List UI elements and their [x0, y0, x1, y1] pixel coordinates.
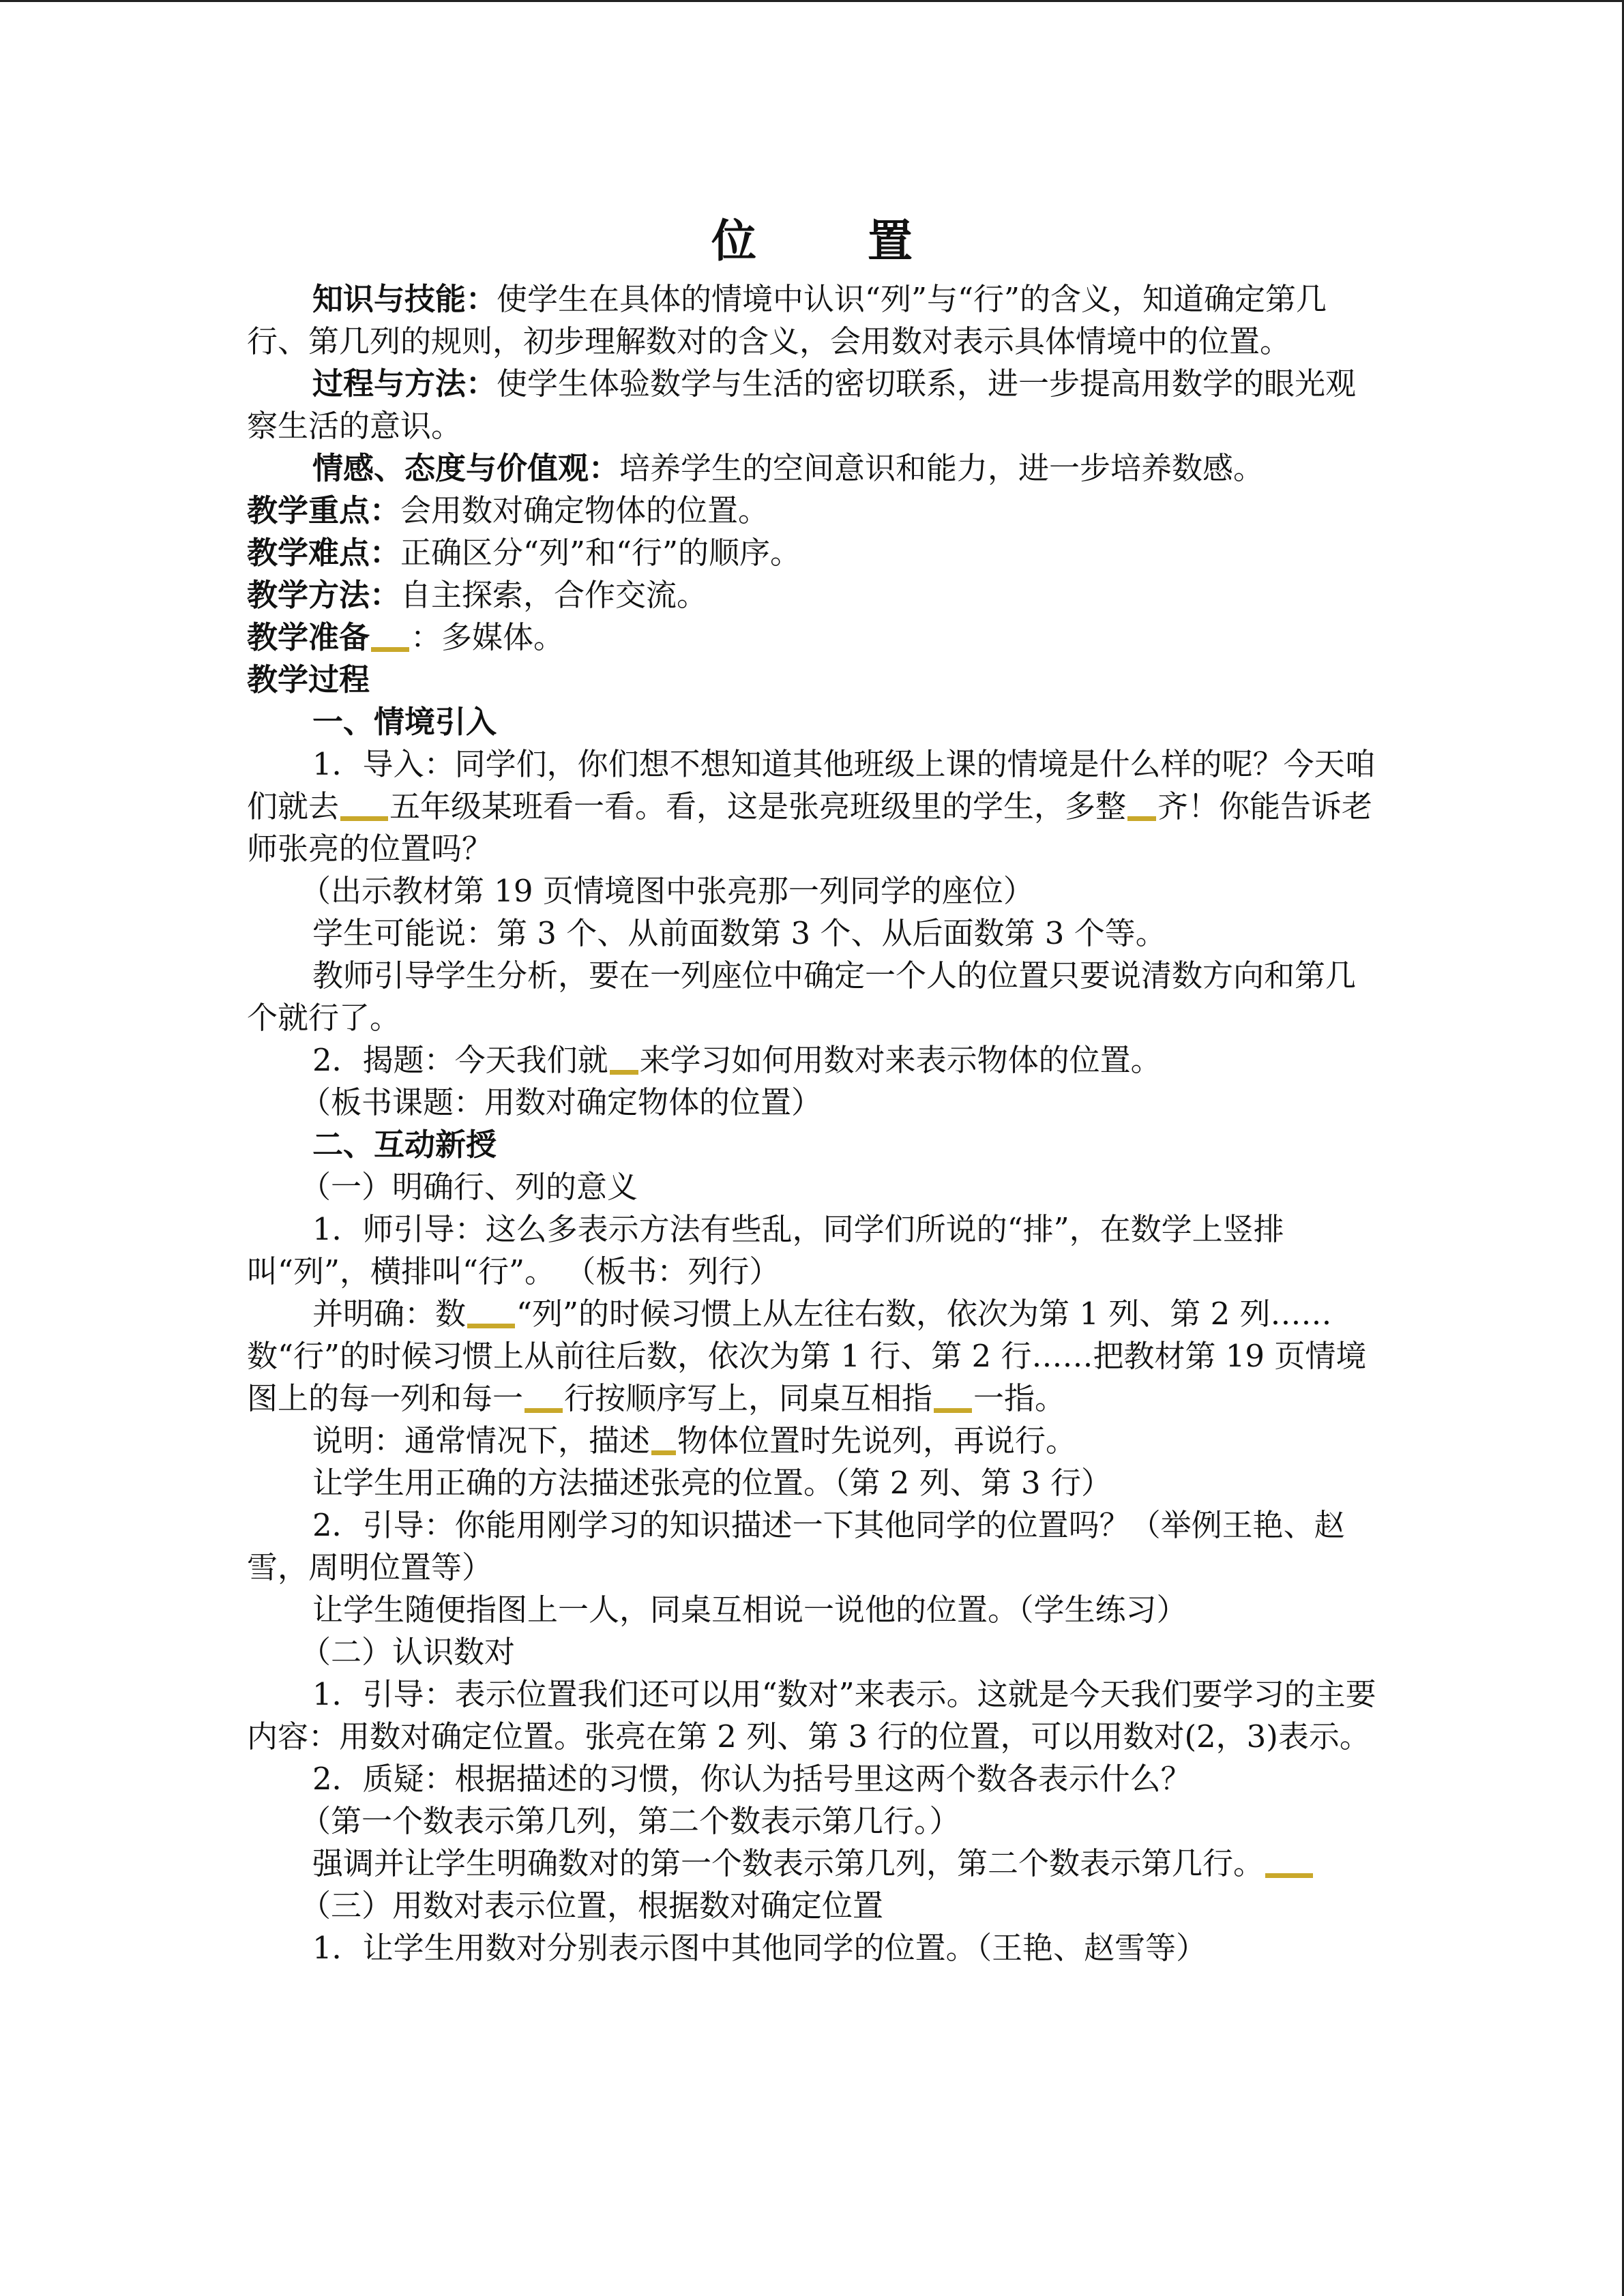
- section-2-explain: [247, 1420, 1379, 1462]
- section-2-clarify: [247, 1293, 1379, 1420]
- goal-process-label: 过程与方法：: [312, 366, 497, 402]
- teaching-difficulty-text: 正确区分“列”和“行”的顺序。: [400, 535, 801, 571]
- teaching-prep-label: 教学准备: [247, 619, 370, 655]
- section-1-heading: 一、情境引入: [312, 704, 497, 740]
- goal-knowledge-label: 知识与技能：: [312, 281, 497, 317]
- section-2-explain-b: 物体位置时先说列，再说行。: [677, 1422, 1077, 1459]
- section-2-sub-3: （三）用数对表示位置，根据数对确定位置: [300, 1888, 884, 1924]
- section-2-guide-2: 2．引导：你能用刚学习的知识描述一下其他同学的位置吗？（举例王艳、赵雪，周明位置等）: [247, 1507, 1345, 1585]
- section-2-explain-a: 说明：通常情况下，描述: [312, 1422, 651, 1459]
- teaching-method-text: 自主探索，合作交流。: [400, 577, 708, 613]
- teaching-difficulty-label: 教学难点：: [247, 535, 401, 571]
- section-2-number-pair-intro: 1．引导：表示位置我们还可以用“数对”来表示。这就是今天我们要学习的主要内容：用数对确定位置。张亮在第 2 列、第 3 行的位置，可以用数对(2，3)表示。: [247, 1676, 1376, 1755]
- section-2-clarify-c: 行按顺序写上，同桌互相指: [564, 1380, 933, 1416]
- goal-emotion: [247, 447, 1379, 490]
- teaching-preparation: [247, 616, 1379, 659]
- section-1-intro: [247, 743, 1379, 870]
- section-2-sub-1: （一）明确行、列的意义: [300, 1169, 638, 1205]
- section-2-emphasis-text: 强调并让学生明确数对的第一个数表示第几列，第二个数表示第几行。: [312, 1845, 1265, 1881]
- goal-emotion-text: 培养学生的空间意识和能力，进一步培养数感。: [619, 450, 1265, 486]
- section-1-topic: [247, 1039, 1379, 1082]
- teaching-difficulty: [247, 532, 1379, 574]
- highlight-mark: [371, 647, 409, 652]
- highlight-mark: [1265, 1873, 1313, 1878]
- teaching-method: [247, 574, 1379, 616]
- section-1-intro-b: 五年级某班看一看。看，这是张亮班级里的学生，多整: [389, 788, 1127, 824]
- section-1-teacher-guide: 教师引导学生分析，要在一列座位中确定一个人的位置只要说清数方向和第几个就行了。: [247, 957, 1357, 1036]
- section-2-practice: 让学生随便指图上一人，同桌互相说一说他的位置。（学生练习）: [312, 1592, 1187, 1628]
- section-2-answer: （第一个数表示第几列，第二个数表示第几行。）: [300, 1803, 960, 1839]
- goal-knowledge-text: 使学生在具体的情境中认识“列”与“行”的含义，知道确定第几行、第几列的规则，初步理解数对的含义，会用数对表示具体情境中的位置。: [247, 281, 1327, 359]
- teaching-prep-text: ：多媒体。: [411, 619, 565, 655]
- highlight-mark: [610, 1070, 638, 1075]
- goal-knowledge: [247, 278, 1379, 363]
- section-1-topic-a: 2．揭题：今天我们就: [312, 1042, 608, 1078]
- section-2-emphasis: [247, 1843, 1379, 1885]
- highlight-mark: [934, 1408, 972, 1413]
- teaching-key-label: 教学重点：: [247, 492, 401, 528]
- section-1-intro-a: 1．导入：同学们，你们想不想知道其他班级上课的情境是什么样的呢？今天咱们就去: [247, 746, 1376, 824]
- page-title: 位 置: [711, 215, 960, 267]
- teaching-method-label: 教学方法：: [247, 577, 401, 613]
- section-2-heading: 二、互动新授: [312, 1127, 497, 1163]
- section-1-note: （出示教材第 19 页情境图中张亮那一列同学的座位）: [300, 873, 1034, 909]
- goal-emotion-label: 情感、态度与价值观：: [312, 450, 620, 486]
- highlight-mark: [467, 1324, 515, 1328]
- section-1-student-answer: 学生可能说：第 3 个、从前面数第 3 个、从后面数第 3 个等。: [312, 915, 1166, 951]
- document-body: [247, 278, 1379, 1969]
- teaching-process-heading: 教学过程: [247, 661, 370, 698]
- section-1-topic-b: 来学习如何用数对来表示物体的位置。: [639, 1042, 1162, 1078]
- section-2-question: 2．质疑：根据描述的习惯，你认为括号里这两个数各表示什么？: [312, 1761, 1192, 1797]
- teaching-key-point: [247, 490, 1379, 532]
- section-2-clarify-b: “列”的时候习惯上从左往右数，依次为第 1 列、第 2 列……数“行”的时候习惯上从前往后数，依次为第 1 行、第 2 行……把教材第 19 页情境图上的每一列和每一: [247, 1296, 1367, 1416]
- highlight-mark: [1127, 816, 1156, 821]
- section-2-clarify-d: 一指。: [973, 1380, 1066, 1416]
- section-2-describe: 让学生用正确的方法描述张亮的位置。（第 2 列、第 3 行）: [312, 1465, 1112, 1501]
- highlight-mark: [340, 816, 388, 821]
- highlight-mark: [651, 1450, 676, 1455]
- section-2-clarify-a: 并明确：数: [312, 1296, 467, 1332]
- goal-process-text: 使学生体验数学与生活的密切联系，进一步提高用数学的眼光观察生活的意识。: [247, 366, 1357, 444]
- teaching-key-text: 会用数对确定物体的位置。: [400, 492, 769, 528]
- section-1-board-title: （板书课题：用数对确定物体的位置）: [300, 1084, 823, 1120]
- goal-process: [247, 363, 1379, 447]
- section-1-intro-c: 齐！你能告诉老师张亮的位置吗？: [247, 788, 1373, 867]
- section-2-exercise: 1．让学生用数对分别表示图中其他同学的位置。（王艳、赵雪等）: [312, 1930, 1207, 1966]
- highlight-mark: [525, 1408, 563, 1413]
- section-2-teacher-guide: 1．师引导：这么多表示方法有些乱，同学们所说的“排”，在数学上竖排叫“列”，横排叫“行”。 （板书：列行）: [247, 1211, 1284, 1289]
- section-2-sub-2: （二）认识数对: [300, 1634, 516, 1670]
